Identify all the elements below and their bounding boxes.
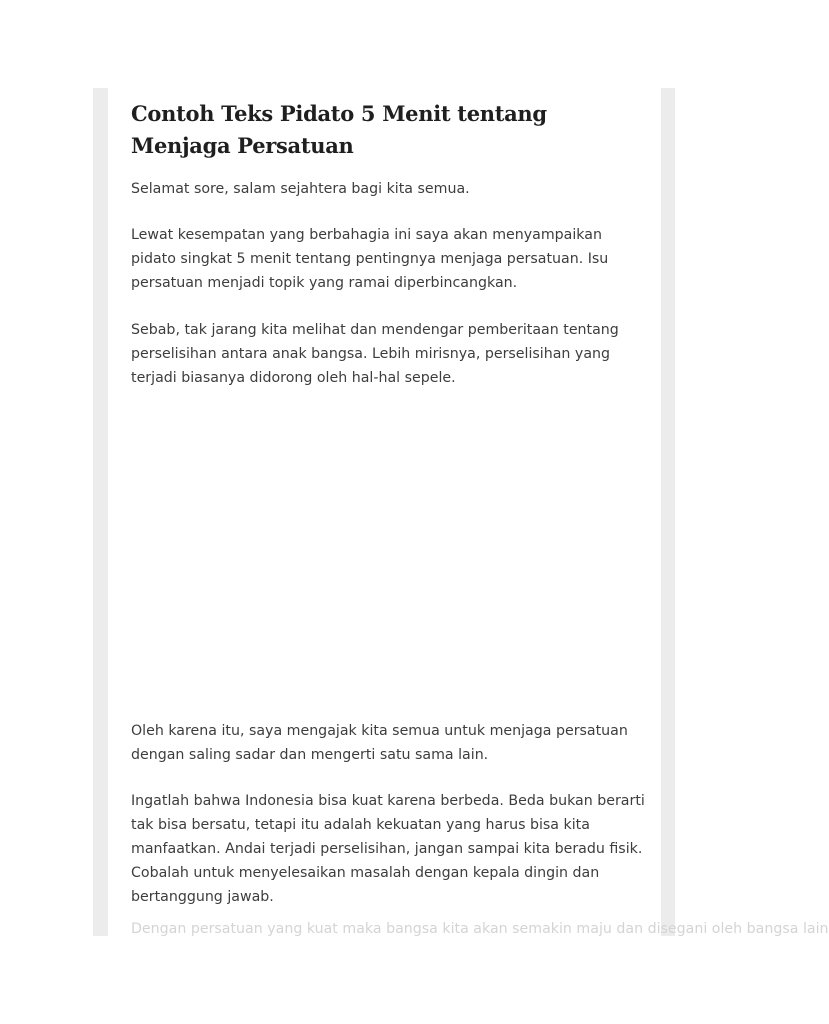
paragraph-reason: Sebab, tak jarang kita melihat dan mendengar pemberitaan tentang perselisihan antara anak bangsa. Lebih mirisnya, perselisihan yang terjadi biasanya didorong oleh hal-hal sepele. [131, 322, 619, 386]
paragraph-greeting: Selamat sore, salam sejahtera bagi kita semua. [131, 181, 470, 197]
blank-ad-space [131, 398, 646, 708]
paragraph-invitation: Oleh karena itu, saya mengajak kita semua untuk menjaga persatuan dengan saling sadar dan mengerti satu sama lain. [131, 723, 628, 763]
article-title: Contoh Teks Pidato 5 Menit tentang Menjaga Persatuan [131, 101, 547, 158]
paragraph-diversity: Ingatlah bahwa Indonesia bisa kuat karena berbeda. Beda bukan berarti tak bisa bersatu, tetapi itu adalah kekuatan yang harus bisa kita manfaatkan. Andai terjadi perselisihan, jangan sampai kita beradu fisik. Cobalah untuk menyelesaikan masalah dengan kepala dingin dan bertanggung jawab. [131, 793, 645, 905]
article-card [108, 88, 829, 937]
paragraph-introduction: Lewat kesempatan yang berbahagia ini saya akan menyampaikan pidato singkat 5 menit tentang pentingnya menjaga persatuan. Isu persatuan menjadi topik yang ramai diperbincangkan. [131, 227, 609, 291]
truncated-text-line: Dengan persatuan yang kuat maka bangsa kita akan semakin maju dan disegani oleh bangsa lain [131, 921, 829, 937]
